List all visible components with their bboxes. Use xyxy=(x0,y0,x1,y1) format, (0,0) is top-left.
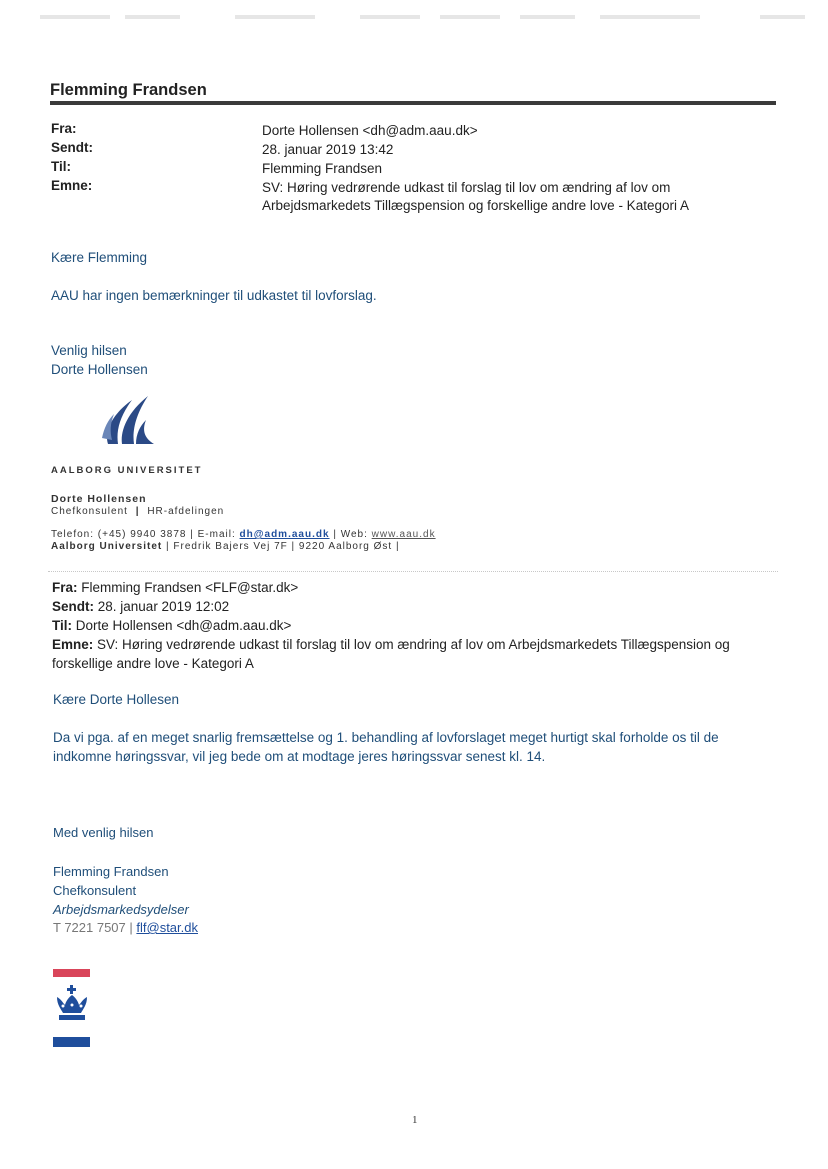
aau-sig-title: Chefkonsulent xyxy=(51,506,128,517)
fwd-body-line2: indkomne høringssvar, vil jeg bede om at modtage jeres høringssvar senest kl. 14. xyxy=(53,749,546,764)
aau-sig-sep: | xyxy=(135,506,140,517)
fwd-greeting: Kære Dorte Hollesen xyxy=(53,692,180,707)
reply-name: Dorte Hollensen xyxy=(51,362,148,377)
sent-value: 28. januar 2019 13:42 xyxy=(262,142,394,157)
fwd-from-value: Flemming Frandsen <FLF@star.dk> xyxy=(81,580,299,595)
fwd-subject-line2: forskellige andre love - Kategori A xyxy=(52,656,254,671)
aau-sig-department: HR-afdelingen xyxy=(147,506,225,517)
to-value: Flemming Frandsen xyxy=(262,161,383,176)
sent-label: Sendt: xyxy=(51,140,93,155)
sender-name: Flemming Frandsen xyxy=(50,81,207,99)
fwd-subject-label: Emne: xyxy=(52,637,94,652)
fax-header-noise xyxy=(0,10,828,26)
aau-sig-name: Dorte Hollensen xyxy=(51,493,147,505)
aau-sig-web-label: | Web: xyxy=(333,529,368,540)
to-label: Til: xyxy=(51,159,71,174)
aau-wordmark: AALBORG UNIVERSITET xyxy=(51,465,203,476)
fwd-to-line xyxy=(52,616,291,635)
from-value: Dorte Hollensen <dh@adm.aau.dk> xyxy=(262,123,478,138)
fwd-sent-value: 28. januar 2019 12:02 xyxy=(97,599,230,614)
crown-logo-icon xyxy=(53,965,93,1051)
fwd-from-label: Fra: xyxy=(52,580,78,595)
aau-sig-web-link[interactable]: www.aau.dk xyxy=(371,529,436,540)
subject-value-line1: SV: Høring vedrørende udkast til forslag til lov om ændring af lov om xyxy=(262,180,671,195)
fwd-sent-line xyxy=(52,597,229,616)
fwd-sig-unit: Arbejdsmarkedsydelser xyxy=(53,902,189,917)
fwd-sig-email-link[interactable]: flf@star.dk xyxy=(136,920,198,935)
aau-sig-address-line xyxy=(51,541,400,552)
reply-greeting: Kære Flemming xyxy=(51,250,148,265)
aau-sig-email-label: | E-mail: xyxy=(190,529,236,540)
header-rule xyxy=(50,101,776,105)
aau-sig-phone: Telefon: (+45) 9940 3878 xyxy=(51,529,187,540)
fwd-subject-line xyxy=(52,635,730,654)
fwd-body-line1: Da vi pga. af en meget snarlig fremsættelse og 1. behandling af lovforslaget meget hurtigt skal forholde os til de xyxy=(53,730,719,745)
subject-value-line2: Arbejdsmarkedets Tillægspension og forskellige andre love - Kategori A xyxy=(262,198,689,213)
fwd-from-line xyxy=(52,578,298,597)
aau-sig-org: Aalborg Universitet xyxy=(51,541,163,552)
aau-sig-email-link[interactable]: dh@adm.aau.dk xyxy=(239,529,330,540)
from-label: Fra: xyxy=(51,121,77,136)
message-divider xyxy=(48,571,778,572)
fwd-subject-value: SV: Høring vedrørende udkast til forslag til lov om ændring af lov om Arbejdsmarkedets Tillægspension og xyxy=(97,637,730,652)
fwd-to-value: Dorte Hollensen <dh@adm.aau.dk> xyxy=(75,618,292,633)
fwd-sig-contact-line xyxy=(53,920,198,935)
fwd-sig-name: Flemming Frandsen xyxy=(53,864,169,879)
aau-sig-title-line xyxy=(51,506,224,517)
fwd-closing: Med venlig hilsen xyxy=(53,825,154,840)
aau-logo-icon xyxy=(98,392,156,448)
aau-sig-address: | Fredrik Bajers Vej 7F | 9220 Aalborg Øst | xyxy=(166,541,400,552)
page-number: 1 xyxy=(412,1114,418,1126)
aau-sig-contact-line xyxy=(51,529,436,540)
fwd-to-label: Til: xyxy=(52,618,72,633)
subject-label: Emne: xyxy=(51,178,93,193)
fwd-sent-label: Sendt: xyxy=(52,599,94,614)
fwd-sig-title: Chefkonsulent xyxy=(53,883,137,898)
reply-closing: Venlig hilsen xyxy=(51,343,127,358)
reply-body: AAU har ingen bemærkninger til udkastet til lovforslag. xyxy=(51,288,377,303)
fwd-sig-phone: T 7221 7507 | xyxy=(53,920,133,935)
